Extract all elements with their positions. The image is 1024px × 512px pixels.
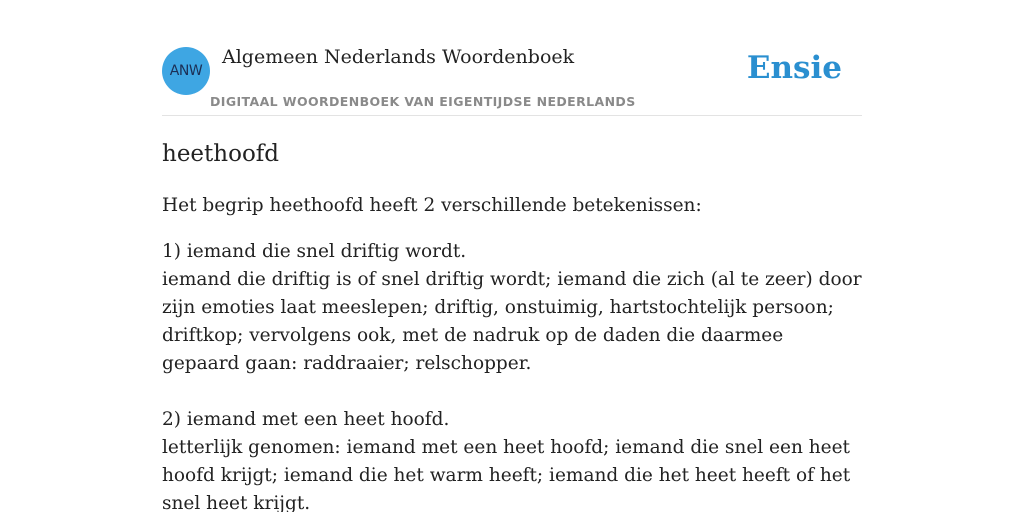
entry-intro: Het begrip heethoofd heeft 2 verschillende betekenissen:: [162, 195, 702, 216]
site-title[interactable]: Algemeen Nederlands Woordenboek: [222, 46, 575, 68]
logo-text: ANW: [169, 63, 203, 79]
entry-title: heethoofd: [162, 141, 280, 167]
anw-logo[interactable]: [162, 47, 210, 95]
site-subtitle: DIGITAAL WOORDENBOEK VAN EIGENTIJDSE NEDERLANDS: [210, 94, 636, 109]
site-header: [162, 0, 862, 116]
meaning-definition: iemand die driftig is of snel driftig wordt; iemand die zich (al te zeer) door zijn emoties laat meeslepen; driftig, onstuimig, hartstochtelijk persoon; driftkop; vervolgens ook, met de nadruk op de daden die daarmee gepaard gaan: raddraaier; relschopper.: [162, 269, 862, 374]
meaning-heading: 1) iemand die snel driftig wordt.: [162, 241, 467, 262]
meaning-definition: letterlijk genomen: iemand met een heet hoofd; iemand die snel een heet hoofd krijgt; iemand die het warm heeft; iemand die het heet heeft of het snel heet krijgt.: [162, 437, 851, 512]
meaning-heading: 2) iemand met een heet hoofd.: [162, 409, 450, 430]
ensie-brand-link[interactable]: Ensie: [746, 50, 842, 86]
entry-content: [162, 138, 862, 512]
meaning-item: [162, 406, 862, 512]
meaning-item: [162, 238, 862, 378]
